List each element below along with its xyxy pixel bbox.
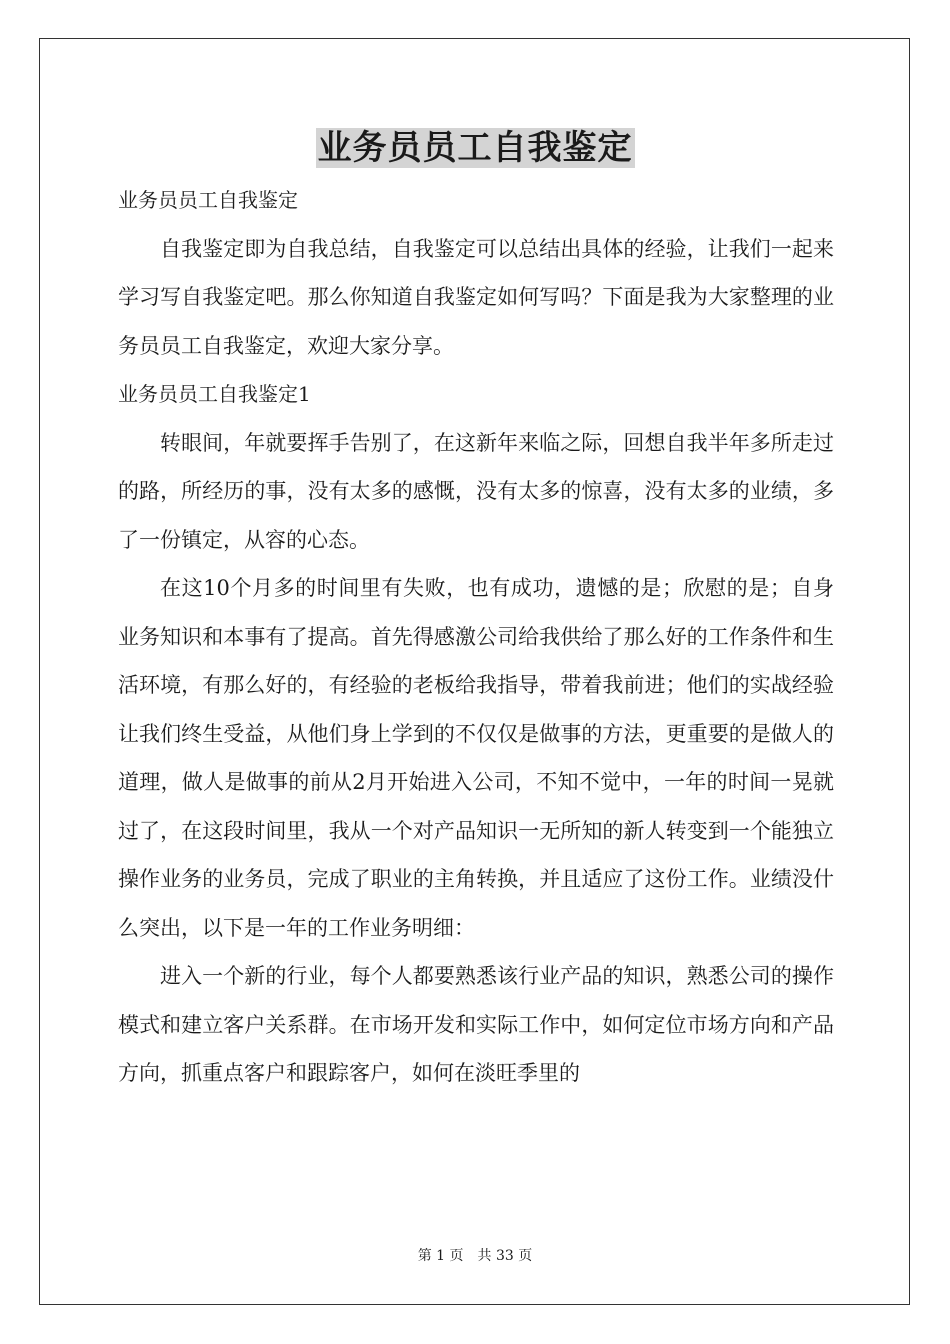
document-body xyxy=(118,176,834,1098)
page-number-label: 第 1 页 共 33 页 xyxy=(417,1248,533,1264)
section-heading: 业务员员工自我鉴定1 xyxy=(118,382,311,406)
page-footer xyxy=(0,1246,950,1266)
document-subtitle: 业务员员工自我鉴定 xyxy=(118,188,298,212)
body-paragraph-2: 在这10个月多的时间里有失败，也有成功，遗憾的是；欣慰的是；自身业务知识和本事有了提高。首先得感激公司给我供给了那么好的工作条件和生活环境，有那么好的，有经验的老板给我指导，带着我前进；他们的实战经验让我们终生受益，从他们身上学到的不仅仅是做事的方法，更重要的是做人的道理，做人是做事的前从2月开始进入公司，不知不觉中，一年的时间一晃就过了，在这段时间里，我从一个对产品知识一无所知的新人转变到一个能独立操作业务的业务员，完成了职业的主角转换，并且适应了这份工作。业绩没什么突出，以下是一年的工作业务明细： xyxy=(118,576,834,940)
document-title xyxy=(0,124,950,172)
body-paragraph-3: 进入一个新的行业，每个人都要熟悉该行业产品的知识，熟悉公司的操作模式和建立客户关系群。在市场开发和实际工作中，如何定位市场方向和产品方向，抓重点客户和跟踪客户，如何在淡旺季里的 xyxy=(118,964,834,1085)
intro-paragraph: 自我鉴定即为自我总结，自我鉴定可以总结出具体的经验，让我们一起来学习写自我鉴定吧。那么你知道自我鉴定如何写吗？下面是我为大家整理的业务员员工自我鉴定，欢迎大家分享。 xyxy=(118,236,834,358)
body-paragraph-1: 转眼间，年就要挥手告别了，在这新年来临之际，回想自我半年多所走过的路，所经历的事，没有太多的感慨，没有太多的惊喜，没有太多的业绩，多了一份镇定，从容的心态。 xyxy=(118,430,834,552)
document-title-text: 业务员员工自我鉴定 xyxy=(317,128,633,168)
